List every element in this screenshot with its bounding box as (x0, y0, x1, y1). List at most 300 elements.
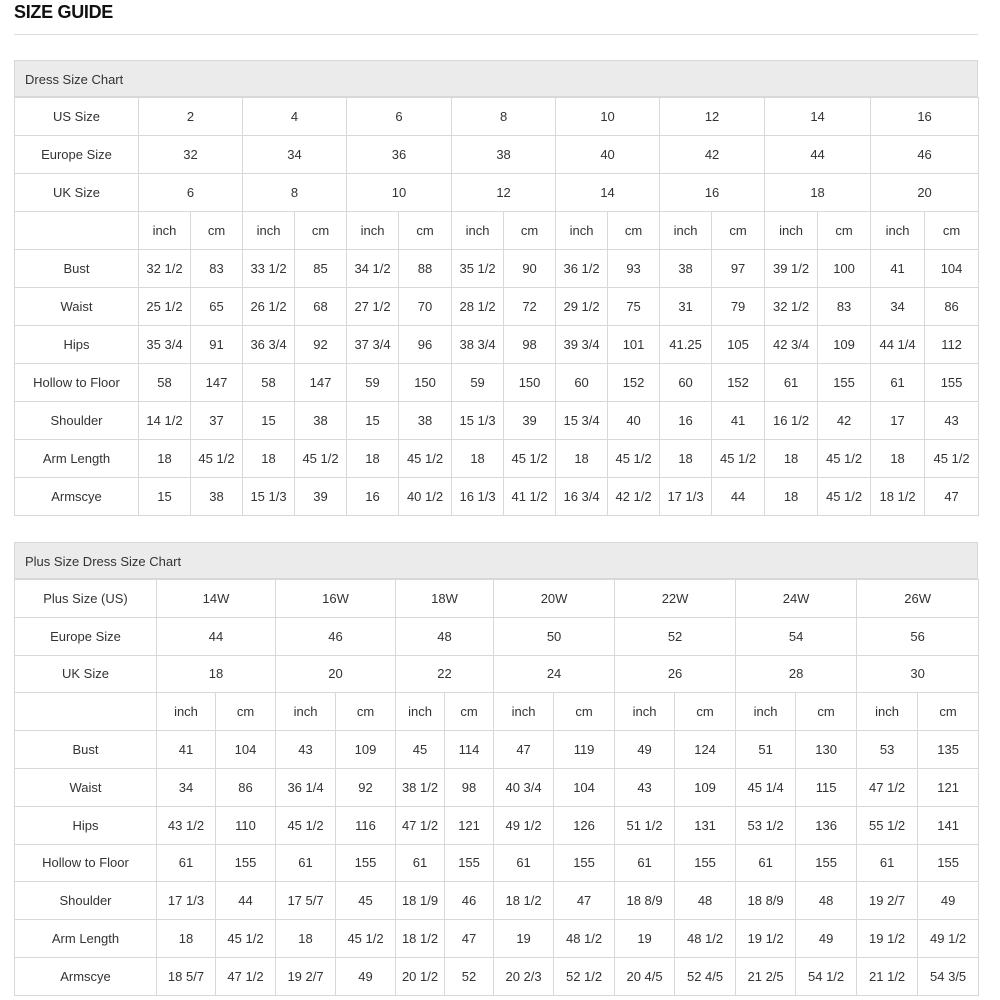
row-label: Shoulder (15, 402, 139, 440)
measurement-row (15, 882, 979, 920)
size-row (15, 655, 979, 693)
measurement-cell: 46 (445, 882, 494, 920)
measurement-cell: 53 1/2 (736, 806, 796, 844)
measurement-cell: 60 (556, 364, 608, 402)
measurement-cell: 41 (871, 250, 925, 288)
size-cell: 16 (660, 174, 765, 212)
blank-cell (15, 693, 157, 731)
measurement-cell: 44 (216, 882, 276, 920)
measurement-cell: 36 1/4 (276, 768, 336, 806)
unit-label: inch (276, 693, 336, 731)
unit-label: inch (452, 212, 504, 250)
measurement-cell: 39 (504, 402, 556, 440)
measurement-row (15, 806, 979, 844)
blank-cell (15, 212, 139, 250)
measurement-row (15, 768, 979, 806)
measurement-cell: 40 (608, 402, 660, 440)
unit-label: inch (494, 693, 554, 731)
measurement-cell: 45 1/2 (712, 440, 765, 478)
measurement-cell: 135 (918, 731, 979, 769)
measurement-cell: 155 (818, 364, 871, 402)
plus-size-table (14, 579, 979, 996)
measurement-row (15, 326, 979, 364)
measurement-cell: 98 (445, 768, 494, 806)
measurement-cell: 147 (191, 364, 243, 402)
row-label: Europe Size (15, 136, 139, 174)
measurement-cell: 86 (216, 768, 276, 806)
measurement-cell: 150 (399, 364, 452, 402)
measurement-cell: 115 (796, 768, 857, 806)
measurement-cell: 49 (615, 731, 675, 769)
unit-label: cm (216, 693, 276, 731)
unit-label: cm (818, 212, 871, 250)
measurement-cell: 38 (399, 402, 452, 440)
measurement-cell: 109 (336, 731, 396, 769)
measurement-row (15, 844, 979, 882)
unit-label: cm (399, 212, 452, 250)
measurement-cell: 19 2/7 (857, 882, 918, 920)
measurement-cell: 52 (445, 957, 494, 995)
measurement-cell: 47 1/2 (857, 768, 918, 806)
measurement-cell: 18 1/9 (396, 882, 445, 920)
measurement-cell: 18 (660, 440, 712, 478)
measurement-cell: 114 (445, 731, 494, 769)
measurement-cell: 41 1/2 (504, 478, 556, 516)
measurement-cell: 20 1/2 (396, 957, 445, 995)
measurement-cell: 119 (554, 731, 615, 769)
measurement-row (15, 731, 979, 769)
measurement-cell: 18 8/9 (736, 882, 796, 920)
page-title: SIZE GUIDE (14, 2, 114, 22)
size-cell: 8 (243, 174, 347, 212)
row-label: Bust (15, 250, 139, 288)
measurement-cell: 155 (675, 844, 736, 882)
measurement-cell: 104 (925, 250, 979, 288)
measurement-cell: 32 1/2 (139, 250, 191, 288)
measurement-cell: 104 (554, 768, 615, 806)
measurement-row (15, 440, 979, 478)
measurement-cell: 152 (608, 364, 660, 402)
title-divider (14, 34, 978, 35)
size-cell: 12 (452, 174, 556, 212)
unit-label: cm (608, 212, 660, 250)
measurement-cell: 109 (675, 768, 736, 806)
unit-label: inch (139, 212, 191, 250)
measurement-cell: 141 (918, 806, 979, 844)
measurement-cell: 53 (857, 731, 918, 769)
size-cell: 50 (494, 617, 615, 655)
measurement-cell: 54 3/5 (918, 957, 979, 995)
measurement-cell: 18 (139, 440, 191, 478)
size-cell: 14W (157, 580, 276, 618)
measurement-cell: 44 1/4 (871, 326, 925, 364)
measurement-cell: 155 (925, 364, 979, 402)
measurement-cell: 155 (918, 844, 979, 882)
measurement-cell: 130 (796, 731, 857, 769)
measurement-cell: 126 (554, 806, 615, 844)
measurement-cell: 18 1/2 (396, 920, 445, 958)
measurement-cell: 59 (452, 364, 504, 402)
measurement-cell: 121 (445, 806, 494, 844)
row-label: Waist (15, 768, 157, 806)
measurement-cell: 58 (243, 364, 295, 402)
measurement-cell: 124 (675, 731, 736, 769)
measurement-cell: 58 (139, 364, 191, 402)
measurement-cell: 96 (399, 326, 452, 364)
measurement-cell: 42 (818, 402, 871, 440)
size-cell: 24W (736, 580, 857, 618)
measurement-cell: 21 2/5 (736, 957, 796, 995)
unit-label: cm (504, 212, 556, 250)
measurement-cell: 97 (712, 250, 765, 288)
measurement-row (15, 364, 979, 402)
row-label: Armscye (15, 957, 157, 995)
measurement-cell: 109 (818, 326, 871, 364)
measurement-cell: 15 (347, 402, 399, 440)
measurement-cell: 18 (452, 440, 504, 478)
measurement-cell: 43 (615, 768, 675, 806)
measurement-cell: 147 (295, 364, 347, 402)
measurement-cell: 39 3/4 (556, 326, 608, 364)
measurement-cell: 150 (504, 364, 556, 402)
measurement-cell: 43 (276, 731, 336, 769)
unit-label: inch (157, 693, 216, 731)
measurement-cell: 61 (871, 364, 925, 402)
measurement-cell: 48 1/2 (675, 920, 736, 958)
measurement-cell: 79 (712, 288, 765, 326)
measurement-cell: 37 (191, 402, 243, 440)
measurement-cell: 110 (216, 806, 276, 844)
measurement-cell: 116 (336, 806, 396, 844)
measurement-cell: 18 (871, 440, 925, 478)
measurement-cell: 45 (396, 731, 445, 769)
measurement-cell: 155 (216, 844, 276, 882)
row-label: Hips (15, 806, 157, 844)
measurement-cell: 121 (918, 768, 979, 806)
measurement-cell: 101 (608, 326, 660, 364)
unit-label: inch (347, 212, 399, 250)
measurement-cell: 38 (295, 402, 347, 440)
measurement-cell: 35 1/2 (452, 250, 504, 288)
measurement-cell: 39 1/2 (765, 250, 818, 288)
measurement-cell: 47 1/2 (216, 957, 276, 995)
measurement-cell: 52 4/5 (675, 957, 736, 995)
measurement-cell: 49 (336, 957, 396, 995)
measurement-cell: 60 (660, 364, 712, 402)
measurement-cell: 18 (765, 440, 818, 478)
measurement-cell: 65 (191, 288, 243, 326)
measurement-cell: 43 1/2 (157, 806, 216, 844)
measurement-cell: 55 1/2 (857, 806, 918, 844)
size-cell: 10 (347, 174, 452, 212)
row-label: UK Size (15, 174, 139, 212)
size-cell: 36 (347, 136, 452, 174)
measurement-cell: 19 (615, 920, 675, 958)
size-cell: 26W (857, 580, 979, 618)
measurement-cell: 85 (295, 250, 347, 288)
measurement-cell: 29 1/2 (556, 288, 608, 326)
measurement-cell: 47 (445, 920, 494, 958)
row-label: Arm Length (15, 440, 139, 478)
size-cell: 32 (139, 136, 243, 174)
measurement-cell: 20 4/5 (615, 957, 675, 995)
measurement-cell: 14 1/2 (139, 402, 191, 440)
measurement-cell: 155 (336, 844, 396, 882)
size-cell: 20 (276, 655, 396, 693)
measurement-cell: 35 3/4 (139, 326, 191, 364)
size-cell: 14 (765, 98, 871, 136)
size-cell: 12 (660, 98, 765, 136)
measurement-cell: 45 (336, 882, 396, 920)
measurement-cell: 16 (347, 478, 399, 516)
row-label: Hollow to Floor (15, 364, 139, 402)
measurement-cell: 48 (675, 882, 736, 920)
measurement-cell: 98 (504, 326, 556, 364)
plus-size-chart (14, 542, 978, 996)
measurement-cell: 34 1/2 (347, 250, 399, 288)
unit-label: cm (336, 693, 396, 731)
measurement-cell: 27 1/2 (347, 288, 399, 326)
row-label: UK Size (15, 655, 157, 693)
measurement-cell: 21 1/2 (857, 957, 918, 995)
row-label: Bust (15, 731, 157, 769)
measurement-cell: 18 5/7 (157, 957, 216, 995)
measurement-cell: 37 3/4 (347, 326, 399, 364)
measurement-cell: 17 5/7 (276, 882, 336, 920)
size-cell: 46 (871, 136, 979, 174)
measurement-cell: 155 (554, 844, 615, 882)
measurement-cell: 45 1/2 (336, 920, 396, 958)
measurement-cell: 38 1/2 (396, 768, 445, 806)
measurement-cell: 18 (765, 478, 818, 516)
measurement-cell: 90 (504, 250, 556, 288)
row-label: Europe Size (15, 617, 157, 655)
measurement-cell: 15 1/3 (452, 402, 504, 440)
measurement-cell: 18 (556, 440, 608, 478)
measurement-cell: 45 1/2 (399, 440, 452, 478)
size-cell: 18W (396, 580, 494, 618)
measurement-cell: 131 (675, 806, 736, 844)
measurement-cell: 61 (765, 364, 818, 402)
measurement-cell: 49 1/2 (918, 920, 979, 958)
measurement-cell: 19 (494, 920, 554, 958)
dress-size-chart (14, 60, 978, 516)
measurement-cell: 19 2/7 (276, 957, 336, 995)
measurement-cell: 72 (504, 288, 556, 326)
measurement-cell: 88 (399, 250, 452, 288)
measurement-cell: 112 (925, 326, 979, 364)
measurement-cell: 28 1/2 (452, 288, 504, 326)
size-cell: 8 (452, 98, 556, 136)
size-cell: 22 (396, 655, 494, 693)
measurement-cell: 45 1/2 (216, 920, 276, 958)
measurement-row (15, 250, 979, 288)
unit-label: cm (554, 693, 615, 731)
size-cell: 48 (396, 617, 494, 655)
measurement-cell: 40 1/2 (399, 478, 452, 516)
measurement-row (15, 478, 979, 516)
size-cell: 52 (615, 617, 736, 655)
measurement-cell: 17 1/3 (157, 882, 216, 920)
measurement-cell: 52 1/2 (554, 957, 615, 995)
measurement-cell: 18 (243, 440, 295, 478)
measurement-cell: 38 (660, 250, 712, 288)
measurement-cell: 48 (796, 882, 857, 920)
measurement-cell: 45 1/4 (736, 768, 796, 806)
measurement-cell: 17 (871, 402, 925, 440)
row-label: Hips (15, 326, 139, 364)
measurement-cell: 49 (796, 920, 857, 958)
measurement-cell: 39 (295, 478, 347, 516)
measurement-cell: 26 1/2 (243, 288, 295, 326)
unit-label: cm (445, 693, 494, 731)
measurement-cell: 45 1/2 (925, 440, 979, 478)
row-label: Hollow to Floor (15, 844, 157, 882)
measurement-cell: 83 (191, 250, 243, 288)
measurement-cell: 45 1/2 (504, 440, 556, 478)
measurement-cell: 32 1/2 (765, 288, 818, 326)
measurement-cell: 40 3/4 (494, 768, 554, 806)
measurement-cell: 61 (857, 844, 918, 882)
size-cell: 20W (494, 580, 615, 618)
measurement-row (15, 920, 979, 958)
size-cell: 2 (139, 98, 243, 136)
measurement-cell: 19 1/2 (736, 920, 796, 958)
measurement-cell: 45 1/2 (818, 478, 871, 516)
measurement-cell: 41 (712, 402, 765, 440)
measurement-cell: 18 (276, 920, 336, 958)
measurement-cell: 15 3/4 (556, 402, 608, 440)
measurement-cell: 47 (925, 478, 979, 516)
unit-label: cm (295, 212, 347, 250)
measurement-cell: 16 1/2 (765, 402, 818, 440)
size-row (15, 580, 979, 618)
measurement-cell: 36 3/4 (243, 326, 295, 364)
measurement-cell: 15 (139, 478, 191, 516)
unit-label: inch (556, 212, 608, 250)
measurement-cell: 16 1/3 (452, 478, 504, 516)
row-label: Shoulder (15, 882, 157, 920)
size-cell: 4 (243, 98, 347, 136)
row-label: US Size (15, 98, 139, 136)
measurement-cell: 44 (712, 478, 765, 516)
size-cell: 28 (736, 655, 857, 693)
size-row (15, 617, 979, 655)
measurement-cell: 152 (712, 364, 765, 402)
measurement-cell: 45 1/2 (818, 440, 871, 478)
measurement-cell: 104 (216, 731, 276, 769)
measurement-cell: 136 (796, 806, 857, 844)
size-row (15, 136, 979, 174)
measurement-cell: 49 1/2 (494, 806, 554, 844)
measurement-cell: 34 (157, 768, 216, 806)
measurement-cell: 59 (347, 364, 399, 402)
measurement-cell: 47 (554, 882, 615, 920)
size-cell: 24 (494, 655, 615, 693)
measurement-cell: 155 (796, 844, 857, 882)
measurement-cell: 155 (445, 844, 494, 882)
measurement-cell: 92 (295, 326, 347, 364)
measurement-cell: 15 1/3 (243, 478, 295, 516)
unit-label: cm (712, 212, 765, 250)
unit-label: cm (925, 212, 979, 250)
unit-label: inch (765, 212, 818, 250)
measurement-cell: 47 (494, 731, 554, 769)
measurement-cell: 16 (660, 402, 712, 440)
row-label: Armscye (15, 478, 139, 516)
measurement-cell: 17 1/3 (660, 478, 712, 516)
unit-label: inch (736, 693, 796, 731)
size-cell: 44 (765, 136, 871, 174)
size-cell: 26 (615, 655, 736, 693)
measurement-cell: 45 1/2 (608, 440, 660, 478)
size-cell: 30 (857, 655, 979, 693)
measurement-cell: 100 (818, 250, 871, 288)
size-cell: 56 (857, 617, 979, 655)
size-cell: 18 (765, 174, 871, 212)
size-cell: 6 (347, 98, 452, 136)
unit-label: inch (243, 212, 295, 250)
measurement-cell: 34 (871, 288, 925, 326)
size-cell: 18 (157, 655, 276, 693)
unit-label: inch (871, 212, 925, 250)
measurement-cell: 54 1/2 (796, 957, 857, 995)
measurement-cell: 45 1/2 (191, 440, 243, 478)
measurement-row (15, 957, 979, 995)
measurement-cell: 18 1/2 (494, 882, 554, 920)
unit-row (15, 693, 979, 731)
size-cell: 14 (556, 174, 660, 212)
measurement-cell: 61 (736, 844, 796, 882)
measurement-cell: 61 (276, 844, 336, 882)
row-label: Arm Length (15, 920, 157, 958)
measurement-cell: 83 (818, 288, 871, 326)
measurement-cell: 68 (295, 288, 347, 326)
unit-label: cm (675, 693, 736, 731)
measurement-cell: 91 (191, 326, 243, 364)
measurement-cell: 75 (608, 288, 660, 326)
measurement-cell: 18 8/9 (615, 882, 675, 920)
size-cell: 38 (452, 136, 556, 174)
measurement-cell: 93 (608, 250, 660, 288)
measurement-cell: 19 1/2 (857, 920, 918, 958)
measurement-row (15, 288, 979, 326)
measurement-cell: 61 (494, 844, 554, 882)
measurement-cell: 31 (660, 288, 712, 326)
unit-label: cm (191, 212, 243, 250)
measurement-cell: 18 (347, 440, 399, 478)
unit-label: inch (660, 212, 712, 250)
measurement-cell: 36 1/2 (556, 250, 608, 288)
measurement-cell: 33 1/2 (243, 250, 295, 288)
size-cell: 42 (660, 136, 765, 174)
size-cell: 16 (871, 98, 979, 136)
measurement-cell: 92 (336, 768, 396, 806)
size-cell: 16W (276, 580, 396, 618)
measurement-cell: 49 (918, 882, 979, 920)
unit-label: inch (857, 693, 918, 731)
measurement-cell: 45 1/2 (276, 806, 336, 844)
size-cell: 54 (736, 617, 857, 655)
size-cell: 44 (157, 617, 276, 655)
size-cell: 10 (556, 98, 660, 136)
size-cell: 34 (243, 136, 347, 174)
unit-label: inch (396, 693, 445, 731)
size-cell: 46 (276, 617, 396, 655)
size-cell: 22W (615, 580, 736, 618)
measurement-cell: 25 1/2 (139, 288, 191, 326)
measurement-cell: 38 (191, 478, 243, 516)
